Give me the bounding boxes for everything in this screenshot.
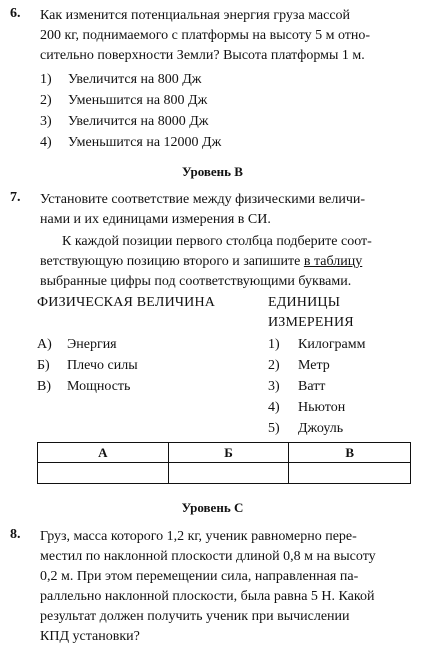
answer-header-v: В xyxy=(289,443,411,463)
task-8-question xyxy=(40,527,412,647)
column-header-units-1: ЕДИНИЦЫ xyxy=(268,295,341,310)
task-6-option-4: 4) Уменьшится на 12000 Дж xyxy=(40,135,222,150)
task-7-instructions xyxy=(40,232,412,292)
quantity-item-v: В) Мощность xyxy=(37,379,131,394)
task-7-instr-line-1: К каждой позиции первого столбца подберите соот- xyxy=(62,234,372,249)
answer-table-input-row xyxy=(38,463,411,484)
column-header-quantity: ФИЗИЧЕСКАЯ ВЕЛИЧИНА xyxy=(37,295,216,310)
task-8-line-4: раллельно наклонной плоскости, была равна 5 Н. Какой xyxy=(40,589,375,604)
answer-table-header-row xyxy=(38,443,411,463)
level-b-heading: Уровень В xyxy=(182,164,243,179)
answer-header-b: Б xyxy=(168,443,289,463)
task-6-option-1: 1) Увеличится на 800 Дж xyxy=(40,72,202,87)
task-7-intro-line-2: нами и их единицами измерения в СИ. xyxy=(40,212,271,227)
task-7-intro-line-1: Установите соответствие между физическими величи- xyxy=(40,192,366,207)
answer-header-a: А xyxy=(38,443,169,463)
task-8-line-1: Груз, масса которого 1,2 кг, ученик равномерно пере- xyxy=(40,529,357,544)
task-6-option-3: 3) Увеличится на 8000 Дж xyxy=(40,114,209,129)
column-header-units-2: ИЗМЕРЕНИЯ xyxy=(268,315,354,330)
unit-item-5: 5) Джоуль xyxy=(268,421,344,436)
unit-item-2: 2) Метр xyxy=(268,358,330,373)
unit-item-1: 1) Килограмм xyxy=(268,337,366,352)
task-6-number: 6. xyxy=(10,6,21,21)
quantity-item-b: Б) Плечо силы xyxy=(37,358,138,373)
unit-item-4: 4) Ньютон xyxy=(268,400,346,415)
task-7-intro xyxy=(40,190,412,230)
task-6-question xyxy=(40,6,412,66)
answer-table xyxy=(37,442,411,484)
answer-cell-b[interactable] xyxy=(168,463,289,484)
task-8-line-3: 0,2 м. При этом перемещении сила, направленная па- xyxy=(40,569,359,584)
task-6-option-2: 2) Уменьшится на 800 Дж xyxy=(40,93,208,108)
task-6-line-2: 200 кг, поднимаемого с платформы на высоту 5 м отно- xyxy=(40,28,371,43)
task-8-line-2: местил по наклонной плоскости длиной 0,8 м на высоту xyxy=(40,549,376,564)
quantity-item-a: А) Энергия xyxy=(37,337,117,352)
table-link: в таблицу xyxy=(303,254,363,269)
task-7-number: 7. xyxy=(10,190,21,205)
unit-item-3: 3) Ватт xyxy=(268,379,326,394)
level-c-heading: Уровень С xyxy=(181,500,244,515)
task-8-number: 8. xyxy=(10,527,21,542)
task-8-line-6: КПД установки? xyxy=(40,629,140,644)
task-6-line-1: Как изменится потенциальная энергия груза массой xyxy=(40,8,351,23)
task-6-line-3: сительно поверхности Земли? Высота платформы 1 м. xyxy=(40,48,365,63)
task-8-line-5: результат должен получить ученик при вычислении xyxy=(40,609,350,624)
task-7-instr-line-2: ветствующую позицию второго и запишите в таблицу xyxy=(40,254,363,269)
answer-cell-a[interactable] xyxy=(38,463,169,484)
answer-cell-v[interactable] xyxy=(289,463,411,484)
task-7-instr-line-3: выбранные цифры под соответствующими буквами. xyxy=(40,274,352,289)
